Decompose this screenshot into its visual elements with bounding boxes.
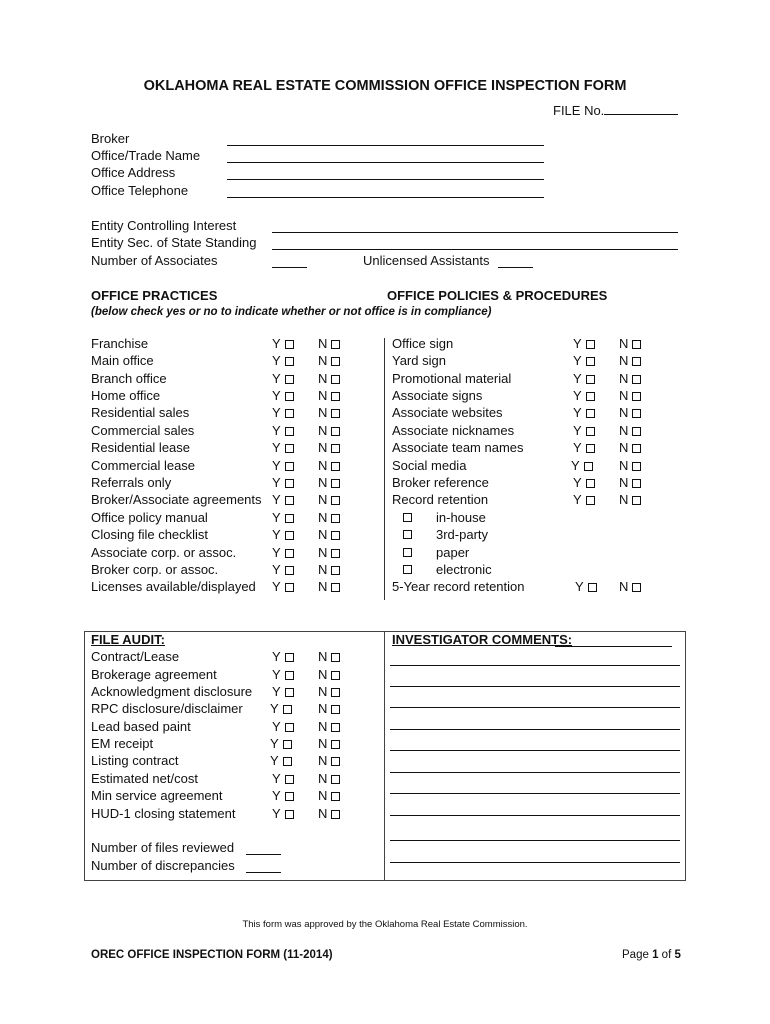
retention-paper-checkbox[interactable] xyxy=(403,545,412,560)
no-checkbox[interactable]: N xyxy=(619,579,641,594)
practice-office-policy-manual: Office policy manual xyxy=(91,510,208,525)
yes-checkbox[interactable]: Y xyxy=(272,405,294,420)
yes-checkbox[interactable]: Y xyxy=(272,579,294,594)
office-practices-heading: OFFICE PRACTICES xyxy=(91,288,218,303)
no-checkbox[interactable]: N xyxy=(318,492,340,507)
no-checkbox[interactable]: N xyxy=(318,388,340,403)
yes-checkbox[interactable]: Y xyxy=(272,667,294,682)
comment-line[interactable] xyxy=(390,750,680,751)
no-checkbox[interactable]: N xyxy=(619,423,641,438)
entity-sec-state-field[interactable] xyxy=(272,249,678,250)
no-checkbox[interactable]: N xyxy=(318,475,340,490)
yes-checkbox[interactable]: Y xyxy=(272,423,294,438)
audit-brokerage-agreement: Brokerage agreement xyxy=(91,667,217,682)
no-checkbox[interactable]: N xyxy=(619,475,641,490)
no-checkbox[interactable]: N xyxy=(318,405,340,420)
num-associates-label: Number of Associates xyxy=(91,253,218,268)
practice-main-office: Main office xyxy=(91,353,154,368)
policy-yard-sign: Yard sign xyxy=(392,353,446,368)
audit-hud-1-closing-statement: HUD-1 closing statement xyxy=(91,806,236,821)
no-checkbox[interactable]: N xyxy=(318,753,340,768)
practice-broker-associate-agreements: Broker/Associate agreements xyxy=(91,492,262,507)
retention-in-house-label: in-house xyxy=(436,510,486,525)
approval-note: This form was approved by the Oklahoma Real Estate Commission. xyxy=(242,919,528,930)
num-associates-field[interactable] xyxy=(272,267,307,268)
retention-paper-label: paper xyxy=(436,545,470,560)
no-checkbox[interactable]: N xyxy=(318,667,340,682)
yes-checkbox[interactable]: Y xyxy=(573,492,595,507)
comment-line[interactable] xyxy=(390,815,680,816)
file-audit-divider xyxy=(384,631,385,881)
no-checkbox[interactable]: N xyxy=(318,649,340,664)
policy-promotional-material: Promotional material xyxy=(392,371,512,386)
yes-checkbox[interactable]: Y xyxy=(573,353,595,368)
yes-checkbox[interactable]: Y xyxy=(573,475,595,490)
comment-line[interactable] xyxy=(390,862,680,863)
no-checkbox[interactable]: N xyxy=(318,371,340,386)
entity-sec-state-label: Entity Sec. of State Standing xyxy=(91,235,257,250)
practice-broker-corp: Broker corp. or assoc. xyxy=(91,562,219,577)
practice-home-office: Home office xyxy=(91,388,161,403)
yes-checkbox[interactable]: Y xyxy=(575,579,597,594)
audit-min-service-agreement: Min service agreement xyxy=(91,788,223,803)
broker-label: Broker xyxy=(91,131,130,146)
unlicensed-assistants-field[interactable] xyxy=(498,267,533,268)
yes-checkbox[interactable]: Y xyxy=(573,405,595,420)
yes-checkbox[interactable]: Y xyxy=(573,440,595,455)
audit-rpc-disclosure: RPC disclosure/disclaimer xyxy=(91,701,243,716)
yes-checkbox[interactable]: Y xyxy=(272,336,294,351)
yes-checkbox[interactable]: Y xyxy=(270,753,292,768)
practice-residential-sales: Residential sales xyxy=(91,405,190,420)
files-reviewed-field[interactable] xyxy=(246,854,281,855)
comment-line[interactable] xyxy=(390,707,680,708)
yes-checkbox[interactable]: Y xyxy=(272,771,294,786)
practice-franchise: Franchise xyxy=(91,336,149,351)
file-number-label: FILE No. xyxy=(553,103,605,118)
no-checkbox[interactable]: N xyxy=(619,458,641,473)
practice-referrals-only: Referrals only xyxy=(91,475,172,490)
office-address-label: Office Address xyxy=(91,165,176,180)
policy-associate-signs: Associate signs xyxy=(392,388,483,403)
yes-checkbox[interactable]: Y xyxy=(272,492,294,507)
no-checkbox[interactable]: N xyxy=(318,527,340,542)
retention-3rd-party-checkbox[interactable] xyxy=(403,527,412,542)
policy-associate-websites: Associate websites xyxy=(392,405,503,420)
no-checkbox[interactable]: N xyxy=(318,510,340,525)
practice-associate-corp: Associate corp. or assoc. xyxy=(91,545,237,560)
no-checkbox[interactable]: N xyxy=(318,684,340,699)
yes-checkbox[interactable]: Y xyxy=(272,684,294,699)
yes-checkbox[interactable]: Y xyxy=(272,527,294,542)
unlicensed-assistants-label: Unlicensed Assistants xyxy=(363,253,490,268)
yes-checkbox[interactable]: Y xyxy=(272,353,294,368)
practice-commercial-sales: Commercial sales xyxy=(91,423,195,438)
yes-checkbox[interactable]: Y xyxy=(573,423,595,438)
audit-estimated-net-cost: Estimated net/cost xyxy=(91,771,198,786)
no-checkbox[interactable]: N xyxy=(318,423,340,438)
page-indicator: Page 1 of 5 xyxy=(622,949,681,961)
office-telephone-label: Office Telephone xyxy=(91,183,189,198)
entity-controlling-label: Entity Controlling Interest xyxy=(91,218,237,233)
no-checkbox[interactable]: N xyxy=(318,788,340,803)
no-checkbox[interactable]: N xyxy=(318,353,340,368)
yes-checkbox[interactable]: Y xyxy=(573,336,595,351)
file-audit-heading: FILE AUDIT: xyxy=(91,632,165,647)
practice-residential-lease: Residential lease xyxy=(91,440,191,455)
compliance-note: (below check yes or no to indicate whether or not office is in compliance) xyxy=(91,306,492,318)
investigator-comments-heading-line xyxy=(555,646,672,647)
policy-record-retention: Record retention xyxy=(392,492,489,507)
yes-checkbox[interactable]: Y xyxy=(272,440,294,455)
yes-checkbox[interactable]: Y xyxy=(272,562,294,577)
yes-checkbox[interactable]: Y xyxy=(272,719,294,734)
no-checkbox[interactable]: N xyxy=(318,562,340,577)
form-title: OKLAHOMA REAL ESTATE COMMISSION OFFICE INSPECTION FORM xyxy=(143,78,627,94)
comment-line[interactable] xyxy=(390,772,680,773)
office-telephone-field[interactable] xyxy=(227,197,544,198)
comment-line[interactable] xyxy=(390,840,680,841)
practice-closing-file-checklist: Closing file checklist xyxy=(91,527,209,542)
no-checkbox[interactable]: N xyxy=(318,440,340,455)
no-checkbox[interactable]: N xyxy=(619,336,641,351)
practice-branch-office: Branch office xyxy=(91,371,167,386)
yes-checkbox[interactable]: Y xyxy=(272,371,294,386)
policy-social-media: Social media xyxy=(392,458,467,473)
policy-office-sign: Office sign xyxy=(392,336,454,351)
office-trade-name-label: Office/Trade Name xyxy=(91,148,201,163)
no-checkbox[interactable]: N xyxy=(318,336,340,351)
audit-lead-based-paint: Lead based paint xyxy=(91,719,191,734)
policy-associate-team-names: Associate team names xyxy=(392,440,524,455)
comment-line[interactable] xyxy=(390,793,680,794)
no-checkbox[interactable]: N xyxy=(318,719,340,734)
yes-checkbox[interactable]: Y xyxy=(573,371,595,386)
yes-checkbox[interactable]: Y xyxy=(573,388,595,403)
yes-checkbox[interactable]: Y xyxy=(270,736,292,751)
no-checkbox[interactable]: N xyxy=(619,440,641,455)
audit-contract-lease: Contract/Lease xyxy=(91,649,180,664)
entity-controlling-field[interactable] xyxy=(272,232,678,233)
yes-checkbox[interactable]: Y xyxy=(272,458,294,473)
no-checkbox[interactable]: N xyxy=(318,545,340,560)
yes-checkbox[interactable]: Y xyxy=(272,649,294,664)
no-checkbox[interactable]: N xyxy=(318,458,340,473)
policy-broker-reference: Broker reference xyxy=(392,475,489,490)
no-checkbox[interactable]: N xyxy=(318,579,340,594)
yes-checkbox[interactable]: Y xyxy=(272,806,294,821)
retention-in-house-checkbox[interactable] xyxy=(403,510,412,525)
yes-checkbox[interactable]: Y xyxy=(272,788,294,803)
yes-checkbox[interactable]: Y xyxy=(272,388,294,403)
yes-checkbox[interactable]: Y xyxy=(270,701,292,716)
retention-3rd-party-label: 3rd-party xyxy=(436,527,489,542)
no-checkbox[interactable]: N xyxy=(318,806,340,821)
discrepancies-field[interactable] xyxy=(246,872,281,873)
files-reviewed-label: Number of files reviewed xyxy=(91,840,235,855)
audit-listing-contract: Listing contract xyxy=(91,753,179,768)
file-number-field[interactable] xyxy=(604,103,678,115)
practice-licenses-displayed: Licenses available/displayed xyxy=(91,579,256,594)
comment-line[interactable] xyxy=(390,665,680,666)
yes-checkbox[interactable]: Y xyxy=(272,545,294,560)
yes-checkbox[interactable]: Y xyxy=(272,510,294,525)
audit-em-receipt: EM receipt xyxy=(91,736,154,751)
no-checkbox[interactable]: N xyxy=(318,736,340,751)
comment-line[interactable] xyxy=(390,729,680,730)
retention-electronic-checkbox[interactable] xyxy=(403,562,412,577)
five-year-retention-label: 5-Year record retention xyxy=(392,579,525,594)
broker-field[interactable] xyxy=(227,145,544,146)
practice-commercial-lease: Commercial lease xyxy=(91,458,196,473)
office-trade-name-field[interactable] xyxy=(227,162,544,163)
no-checkbox[interactable]: N xyxy=(318,771,340,786)
investigator-comments-heading: INVESTIGATOR COMMENTS: xyxy=(392,632,573,647)
no-checkbox[interactable]: N xyxy=(619,405,641,420)
yes-checkbox[interactable]: Y xyxy=(272,475,294,490)
yes-checkbox[interactable]: Y xyxy=(571,458,593,473)
office-address-field[interactable] xyxy=(227,179,544,180)
no-checkbox[interactable]: N xyxy=(619,353,641,368)
office-policies-heading: OFFICE POLICIES & PROCEDURES xyxy=(387,288,608,303)
no-checkbox[interactable]: N xyxy=(619,388,641,403)
column-divider xyxy=(384,338,385,600)
audit-acknowledgment-disclosure: Acknowledgment disclosure xyxy=(91,684,253,699)
policy-associate-nicknames: Associate nicknames xyxy=(392,423,515,438)
no-checkbox[interactable]: N xyxy=(318,701,340,716)
retention-electronic-label: electronic xyxy=(436,562,492,577)
no-checkbox[interactable]: N xyxy=(619,371,641,386)
comment-line[interactable] xyxy=(390,686,680,687)
no-checkbox[interactable]: N xyxy=(619,492,641,507)
form-id: OREC OFFICE INSPECTION FORM (11-2014) xyxy=(91,949,333,961)
file-number xyxy=(553,103,678,118)
discrepancies-label: Number of discrepancies xyxy=(91,858,235,873)
